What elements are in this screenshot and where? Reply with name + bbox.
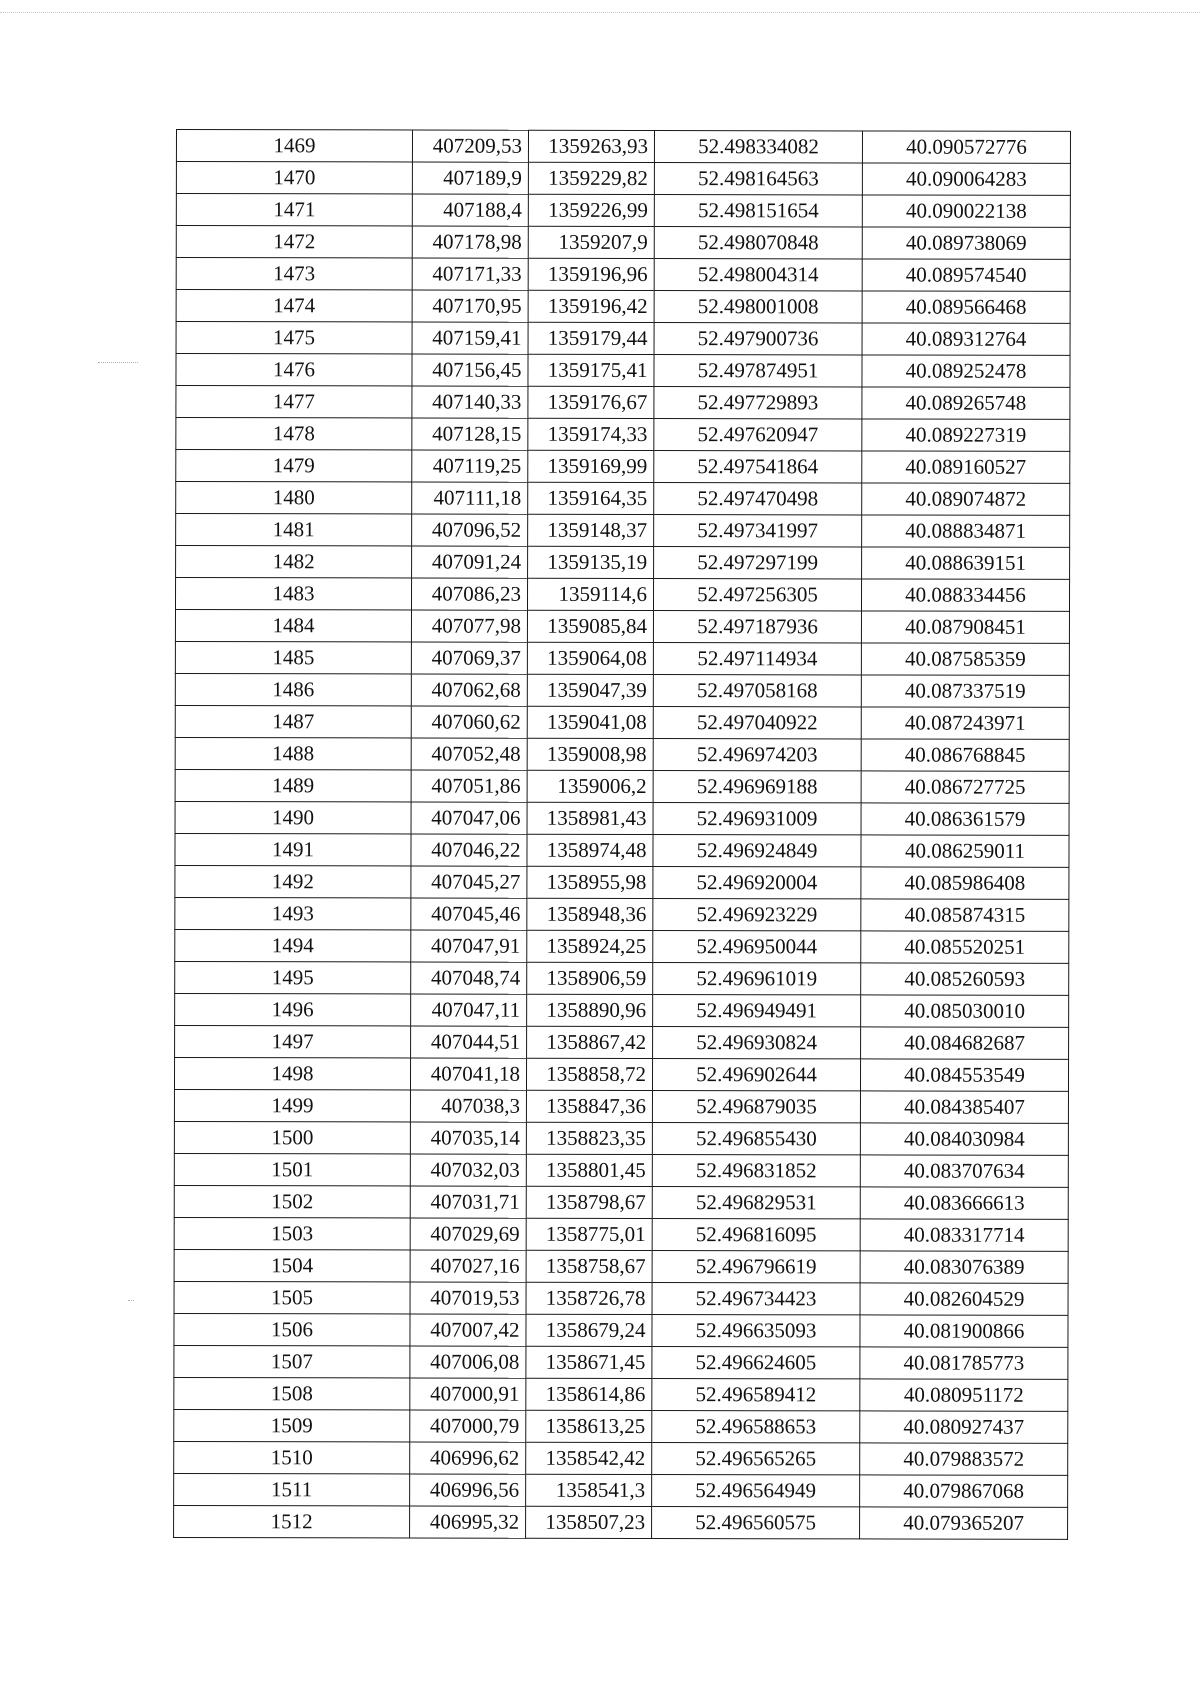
table-row [174, 1121, 1068, 1155]
latitude-cell: 52.497114934 [653, 643, 861, 675]
y-coordinate-cell: 1358726,78 [526, 1282, 652, 1314]
table-row [174, 1185, 1068, 1219]
x-coordinate-cell: 407086,23 [411, 578, 527, 610]
longitude-cell: 40.086768845 [861, 739, 1069, 771]
longitude-cell: 40.086727725 [861, 771, 1069, 803]
point-number-cell: 1494 [175, 929, 411, 961]
longitude-cell: 40.085030010 [861, 995, 1069, 1027]
point-number-cell: 1469 [176, 130, 412, 162]
y-coordinate-cell: 1359174,33 [528, 418, 654, 450]
table-row [175, 865, 1069, 899]
longitude-cell: 40.081900866 [860, 1315, 1068, 1347]
longitude-cell: 40.085260593 [861, 963, 1069, 995]
latitude-cell: 52.498001008 [654, 291, 862, 323]
longitude-cell: 40.080951172 [860, 1379, 1068, 1411]
point-number-cell: 1498 [174, 1057, 410, 1089]
y-coordinate-cell: 1358679,24 [526, 1314, 652, 1346]
latitude-cell: 52.496923229 [653, 899, 861, 931]
y-coordinate-cell: 1359006,2 [527, 770, 653, 802]
table-row [175, 610, 1069, 644]
coordinates-table-body [174, 130, 1071, 1540]
table-row [174, 1345, 1068, 1379]
latitude-cell: 52.496564949 [652, 1474, 860, 1506]
y-coordinate-cell: 1358974,48 [527, 834, 653, 866]
x-coordinate-cell: 407045,27 [411, 866, 527, 898]
longitude-cell: 40.084682687 [861, 1027, 1069, 1059]
point-number-cell: 1480 [176, 482, 412, 514]
table-row [175, 897, 1069, 931]
x-coordinate-cell: 407031,71 [410, 1186, 526, 1218]
latitude-cell: 52.497729893 [654, 387, 862, 419]
y-coordinate-cell: 1359175,41 [528, 354, 654, 386]
x-coordinate-cell: 407159,41 [412, 322, 528, 354]
latitude-cell: 52.496734423 [652, 1282, 860, 1314]
latitude-cell: 52.496961019 [653, 963, 861, 995]
x-coordinate-cell: 407006,08 [410, 1346, 526, 1378]
y-coordinate-cell: 1359135,19 [528, 546, 654, 578]
table-row [176, 162, 1070, 196]
x-coordinate-cell: 407140,33 [412, 386, 528, 418]
x-coordinate-cell: 407062,68 [411, 674, 527, 706]
point-number-cell: 1505 [174, 1281, 410, 1313]
longitude-cell: 40.090064283 [862, 163, 1070, 195]
y-coordinate-cell: 1358801,45 [526, 1154, 652, 1186]
y-coordinate-cell: 1359207,9 [528, 226, 654, 258]
y-coordinate-cell: 1358541,3 [526, 1474, 652, 1506]
latitude-cell: 52.496588653 [652, 1410, 860, 1442]
y-coordinate-cell: 1358614,86 [526, 1378, 652, 1410]
latitude-cell: 52.496924849 [653, 835, 861, 867]
point-number-cell: 1490 [175, 801, 411, 833]
x-coordinate-cell: 407170,95 [412, 290, 528, 322]
table-row [176, 450, 1070, 484]
y-coordinate-cell: 1358671,45 [526, 1346, 652, 1378]
point-number-cell: 1491 [175, 833, 411, 865]
point-number-cell: 1495 [175, 961, 411, 993]
table-row [174, 1441, 1068, 1475]
x-coordinate-cell: 407000,91 [410, 1378, 526, 1410]
point-number-cell: 1503 [174, 1217, 410, 1249]
y-coordinate-cell: 1358847,36 [526, 1090, 652, 1122]
longitude-cell: 40.085520251 [861, 931, 1069, 963]
latitude-cell: 52.497256305 [653, 579, 861, 611]
x-coordinate-cell: 407027,16 [410, 1250, 526, 1282]
x-coordinate-cell: 407048,74 [411, 962, 527, 994]
table-row [174, 1377, 1068, 1411]
table-row [176, 546, 1070, 580]
point-number-cell: 1486 [175, 673, 411, 705]
latitude-cell: 52.498151654 [654, 195, 862, 227]
point-number-cell: 1509 [174, 1409, 410, 1441]
y-coordinate-cell: 1359226,99 [528, 194, 654, 226]
y-coordinate-cell: 1358890,96 [527, 994, 653, 1026]
table-row [176, 322, 1070, 356]
point-number-cell: 1475 [176, 322, 412, 354]
longitude-cell: 40.083076389 [860, 1251, 1068, 1283]
y-coordinate-cell: 1359196,96 [528, 258, 654, 290]
x-coordinate-cell: 407188,4 [412, 194, 528, 226]
point-number-cell: 1473 [176, 258, 412, 290]
y-coordinate-cell: 1359169,99 [528, 450, 654, 482]
table-row [175, 673, 1069, 707]
table-row [174, 1313, 1068, 1347]
point-number-cell: 1485 [175, 641, 411, 673]
point-number-cell: 1510 [174, 1441, 410, 1473]
y-coordinate-cell: 1358948,36 [527, 898, 653, 930]
table-row [176, 258, 1070, 292]
table-row [174, 1281, 1068, 1315]
y-coordinate-cell: 1358823,35 [526, 1122, 652, 1154]
point-number-cell: 1474 [176, 290, 412, 322]
x-coordinate-cell: 407069,37 [411, 642, 527, 674]
longitude-cell: 40.083666613 [860, 1187, 1068, 1219]
y-coordinate-cell: 1359114,6 [527, 578, 653, 610]
latitude-cell: 52.497341997 [654, 515, 862, 547]
point-number-cell: 1487 [175, 705, 411, 737]
longitude-cell: 40.083707634 [860, 1155, 1068, 1187]
latitude-cell: 52.496902644 [652, 1059, 860, 1091]
latitude-cell: 52.496635093 [652, 1314, 860, 1346]
longitude-cell: 40.089566468 [862, 291, 1070, 323]
table-row [175, 833, 1069, 867]
table-row [176, 290, 1070, 324]
x-coordinate-cell: 407000,79 [410, 1410, 526, 1442]
longitude-cell: 40.083317714 [860, 1219, 1068, 1251]
x-coordinate-cell: 407046,22 [411, 834, 527, 866]
y-coordinate-cell: 1359179,44 [528, 322, 654, 354]
table-row [175, 801, 1069, 835]
y-coordinate-cell: 1358775,01 [526, 1218, 652, 1250]
longitude-cell: 40.087243971 [861, 707, 1069, 739]
y-coordinate-cell: 1359196,42 [528, 290, 654, 322]
longitude-cell: 40.084385407 [860, 1091, 1068, 1123]
table-row [176, 194, 1070, 228]
table-row [174, 1089, 1068, 1123]
longitude-cell: 40.085874315 [861, 899, 1069, 931]
x-coordinate-cell: 407045,46 [411, 898, 527, 930]
y-coordinate-cell: 1358798,67 [526, 1186, 652, 1218]
y-coordinate-cell: 1358955,98 [527, 866, 653, 898]
x-coordinate-cell: 406996,62 [410, 1442, 526, 1474]
x-coordinate-cell: 407047,06 [411, 802, 527, 834]
point-number-cell: 1502 [174, 1185, 410, 1217]
latitude-cell: 52.496816095 [652, 1218, 860, 1250]
x-coordinate-cell: 407051,86 [411, 770, 527, 802]
latitude-cell: 52.497058168 [653, 675, 861, 707]
latitude-cell: 52.498004314 [654, 259, 862, 291]
x-coordinate-cell: 407096,52 [412, 514, 528, 546]
table-row [175, 1025, 1069, 1059]
longitude-cell: 40.079867068 [860, 1475, 1068, 1507]
point-number-cell: 1482 [176, 546, 412, 578]
point-number-cell: 1507 [174, 1345, 410, 1377]
y-coordinate-cell: 1358507,23 [526, 1506, 652, 1538]
scan-artifact [98, 362, 138, 363]
longitude-cell: 40.082604529 [860, 1283, 1068, 1315]
y-coordinate-cell: 1358758,67 [526, 1250, 652, 1282]
longitude-cell: 40.086361579 [861, 803, 1069, 835]
latitude-cell: 52.498070848 [654, 227, 862, 259]
point-number-cell: 1496 [175, 993, 411, 1025]
point-number-cell: 1481 [176, 514, 412, 546]
longitude-cell: 40.089312764 [862, 323, 1070, 355]
point-number-cell: 1472 [176, 226, 412, 258]
longitude-cell: 40.084553549 [860, 1059, 1068, 1091]
x-coordinate-cell: 406996,56 [410, 1474, 526, 1506]
point-number-cell: 1479 [176, 450, 412, 482]
table-row [175, 929, 1069, 963]
latitude-cell: 52.496920004 [653, 867, 861, 899]
latitude-cell: 52.496560575 [652, 1506, 860, 1538]
y-coordinate-cell: 1359176,67 [528, 386, 654, 418]
longitude-cell: 40.087337519 [861, 675, 1069, 707]
latitude-cell: 52.496930824 [653, 1027, 861, 1059]
longitude-cell: 40.087585359 [861, 643, 1069, 675]
point-number-cell: 1504 [174, 1249, 410, 1281]
point-number-cell: 1511 [174, 1473, 410, 1505]
y-coordinate-cell: 1359047,39 [527, 674, 653, 706]
table-row [176, 418, 1070, 452]
longitude-cell: 40.081785773 [860, 1347, 1068, 1379]
point-number-cell: 1476 [176, 354, 412, 386]
point-number-cell: 1492 [175, 865, 411, 897]
longitude-cell: 40.079365207 [860, 1507, 1068, 1539]
x-coordinate-cell: 407060,62 [411, 706, 527, 738]
table-row [176, 354, 1070, 388]
longitude-cell: 40.089574540 [862, 259, 1070, 291]
point-number-cell: 1500 [174, 1121, 410, 1153]
longitude-cell: 40.089265748 [862, 387, 1070, 419]
latitude-cell: 52.497187936 [653, 611, 861, 643]
latitude-cell: 52.496949491 [653, 995, 861, 1027]
x-coordinate-cell: 407178,98 [412, 226, 528, 258]
point-number-cell: 1478 [176, 418, 412, 450]
x-coordinate-cell: 407038,3 [410, 1090, 526, 1122]
latitude-cell: 52.496565265 [652, 1442, 860, 1474]
latitude-cell: 52.498334082 [654, 131, 862, 163]
latitude-cell: 52.496855430 [652, 1123, 860, 1155]
latitude-cell: 52.497297199 [654, 547, 862, 579]
x-coordinate-cell: 407119,25 [412, 450, 528, 482]
longitude-cell: 40.090572776 [862, 131, 1070, 163]
y-coordinate-cell: 1358858,72 [526, 1058, 652, 1090]
longitude-cell: 40.090022138 [862, 195, 1070, 227]
latitude-cell: 52.497874951 [654, 355, 862, 387]
point-number-cell: 1501 [174, 1153, 410, 1185]
longitude-cell: 40.089738069 [862, 227, 1070, 259]
longitude-cell: 40.088334456 [861, 579, 1069, 611]
table-row [176, 514, 1070, 548]
x-coordinate-cell: 407189,9 [412, 162, 528, 194]
table-row [176, 130, 1070, 164]
table-row [174, 1505, 1068, 1539]
latitude-cell: 52.496589412 [652, 1378, 860, 1410]
table-row [176, 386, 1070, 420]
y-coordinate-cell: 1358867,42 [527, 1026, 653, 1058]
point-number-cell: 1489 [175, 769, 411, 801]
latitude-cell: 52.496831852 [652, 1154, 860, 1186]
table-row [175, 641, 1069, 675]
scan-edge-line [0, 12, 1200, 13]
table-row [175, 737, 1069, 771]
point-number-cell: 1470 [176, 162, 412, 194]
point-number-cell: 1499 [174, 1089, 410, 1121]
longitude-cell: 40.089160527 [862, 451, 1070, 483]
point-number-cell: 1488 [175, 737, 411, 769]
latitude-cell: 52.496974203 [653, 739, 861, 771]
table-row [174, 1057, 1068, 1091]
y-coordinate-cell: 1358981,43 [527, 802, 653, 834]
x-coordinate-cell: 407007,42 [410, 1314, 526, 1346]
table-row [174, 1153, 1068, 1187]
table-row [174, 1249, 1068, 1283]
longitude-cell: 40.089074872 [862, 483, 1070, 515]
x-coordinate-cell: 407047,11 [411, 994, 527, 1026]
longitude-cell: 40.088834871 [862, 515, 1070, 547]
x-coordinate-cell: 406995,32 [410, 1506, 526, 1538]
latitude-cell: 52.497620947 [654, 419, 862, 451]
longitude-cell: 40.079883572 [860, 1443, 1068, 1475]
y-coordinate-cell: 1358613,25 [526, 1410, 652, 1442]
table-row [174, 1409, 1068, 1443]
x-coordinate-cell: 407171,33 [412, 258, 528, 290]
table-row [175, 961, 1069, 995]
longitude-cell: 40.089252478 [862, 355, 1070, 387]
x-coordinate-cell: 407128,15 [412, 418, 528, 450]
longitude-cell: 40.086259011 [861, 835, 1069, 867]
x-coordinate-cell: 407029,69 [410, 1218, 526, 1250]
latitude-cell: 52.496796619 [652, 1250, 860, 1282]
x-coordinate-cell: 407052,48 [411, 738, 527, 770]
x-coordinate-cell: 407044,51 [411, 1026, 527, 1058]
x-coordinate-cell: 407035,14 [410, 1122, 526, 1154]
x-coordinate-cell: 407019,53 [410, 1282, 526, 1314]
point-number-cell: 1497 [175, 1025, 411, 1057]
y-coordinate-cell: 1359148,37 [528, 514, 654, 546]
y-coordinate-cell: 1359263,93 [528, 130, 654, 162]
table-row [175, 993, 1069, 1027]
latitude-cell: 52.496950044 [653, 931, 861, 963]
table-row [174, 1217, 1068, 1251]
point-number-cell: 1508 [174, 1377, 410, 1409]
longitude-cell: 40.085986408 [861, 867, 1069, 899]
latitude-cell: 52.496931009 [653, 803, 861, 835]
longitude-cell: 40.089227319 [862, 419, 1070, 451]
y-coordinate-cell: 1359164,35 [528, 482, 654, 514]
y-coordinate-cell: 1358906,59 [527, 962, 653, 994]
latitude-cell: 52.498164563 [654, 163, 862, 195]
latitude-cell: 52.497040922 [653, 707, 861, 739]
latitude-cell: 52.497470498 [654, 483, 862, 515]
latitude-cell: 52.496829531 [652, 1186, 860, 1218]
y-coordinate-cell: 1359085,84 [527, 610, 653, 642]
point-number-cell: 1512 [174, 1505, 410, 1537]
table-row [176, 482, 1070, 516]
latitude-cell: 52.497900736 [654, 323, 862, 355]
y-coordinate-cell: 1359008,98 [527, 738, 653, 770]
latitude-cell: 52.496879035 [652, 1091, 860, 1123]
point-number-cell: 1477 [176, 386, 412, 418]
table-row [176, 226, 1070, 260]
point-number-cell: 1506 [174, 1313, 410, 1345]
point-number-cell: 1483 [175, 578, 411, 610]
longitude-cell: 40.088639151 [862, 547, 1070, 579]
x-coordinate-cell: 407156,45 [412, 354, 528, 386]
table-row [175, 705, 1069, 739]
x-coordinate-cell: 407077,98 [411, 610, 527, 642]
x-coordinate-cell: 407032,03 [410, 1154, 526, 1186]
y-coordinate-cell: 1358542,42 [526, 1442, 652, 1474]
longitude-cell: 40.080927437 [860, 1411, 1068, 1443]
longitude-cell: 40.084030984 [860, 1123, 1068, 1155]
latitude-cell: 52.496624605 [652, 1346, 860, 1378]
point-number-cell: 1471 [176, 194, 412, 226]
coordinates-table [173, 129, 1071, 1540]
point-number-cell: 1484 [175, 610, 411, 642]
x-coordinate-cell: 407041,18 [410, 1058, 526, 1090]
table-row [175, 769, 1069, 803]
y-coordinate-cell: 1358924,25 [527, 930, 653, 962]
longitude-cell: 40.087908451 [861, 611, 1069, 643]
latitude-cell: 52.496969188 [653, 771, 861, 803]
x-coordinate-cell: 407111,18 [412, 482, 528, 514]
table-row [175, 578, 1069, 612]
x-coordinate-cell: 407047,91 [411, 930, 527, 962]
y-coordinate-cell: 1359229,82 [528, 162, 654, 194]
scan-artifact [128, 1300, 134, 1301]
x-coordinate-cell: 407091,24 [412, 546, 528, 578]
y-coordinate-cell: 1359064,08 [527, 642, 653, 674]
table-row [174, 1473, 1068, 1507]
x-coordinate-cell: 407209,53 [412, 130, 528, 162]
point-number-cell: 1493 [175, 897, 411, 929]
y-coordinate-cell: 1359041,08 [527, 706, 653, 738]
latitude-cell: 52.497541864 [654, 451, 862, 483]
